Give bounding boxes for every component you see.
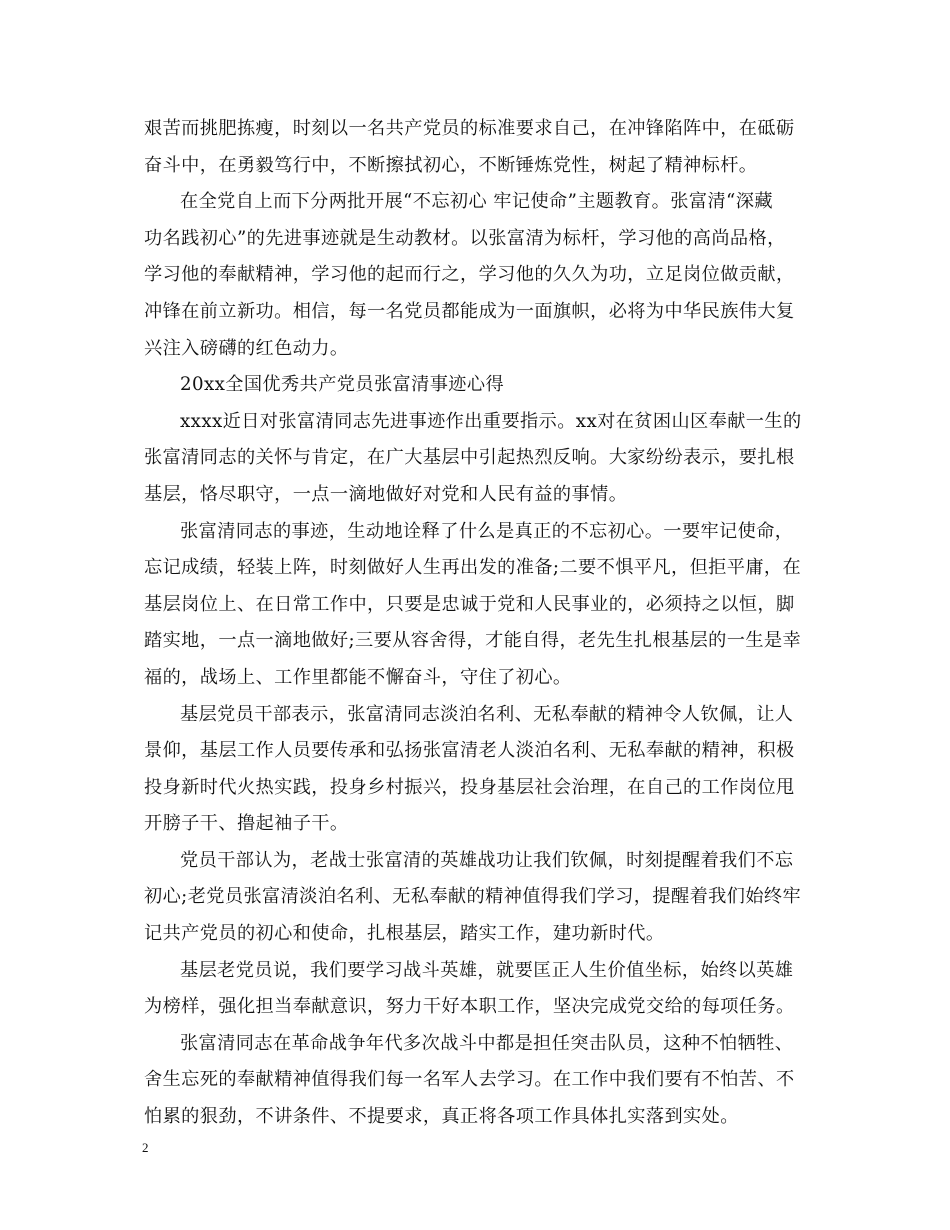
text-line: 投身新时代火热实践，投身乡村振兴，投身基层社会治理，在自己的工作岗位甩 bbox=[144, 776, 795, 798]
text-line: 20xx全国优秀共产党员张富清事迹心得 bbox=[180, 374, 505, 396]
text-line: 景仰，基层工作人员要传承和弘扬张富清老人淡泊名利、无私奉献的精神，积极 bbox=[144, 740, 795, 762]
text-line: 学习他的奉献精神，学习他的起而行之，学习他的久久为功，立足岗位做贡献， bbox=[144, 264, 795, 286]
document-body bbox=[144, 111, 812, 1136]
text-line: 基层，恪尽职守，一点一滴地做好对党和人民有益的事情。 bbox=[144, 483, 628, 505]
text-line: 冲锋在前立新功。相信，每一名党员都能成为一面旗帜，必将为中华民族伟大复 bbox=[144, 300, 795, 322]
text-line: 舍生忘死的奉献精神值得我们每一名军人去学习。在工作中我们要有不怕苦、不 bbox=[144, 1069, 795, 1091]
text-line: 基层党员干部表示，张富清同志淡泊名利、无私奉献的精神令人钦佩，让人 bbox=[180, 703, 794, 725]
text-line: 为榜样，强化担当奉献意识，努力干好本职工作，坚决完成党交给的每项任务。 bbox=[144, 996, 795, 1018]
text-line: 在全党自上而下分两批开展“不忘初心 牢记使命”主题教育。张富清“深藏 bbox=[180, 191, 773, 213]
text-line: 党员干部认为，老战士张富清的英雄战功让我们钦佩，时刻提醒着我们不忘 bbox=[180, 849, 794, 871]
text-line: 兴注入磅礴的红色动力。 bbox=[144, 337, 349, 359]
text-line: xxxx近日对张富清同志先进事迹作出重要指示。xx对在贫困山区奉献一生的 bbox=[180, 410, 802, 432]
text-line: 基层岗位上、在日常工作中，只要是忠诚于党和人民事业的，必须持之以恒，脚 bbox=[144, 593, 795, 615]
text-line: 奋斗中，在勇毅笃行中，不断擦拭初心，不断锤炼党性，树起了精神标杆。 bbox=[144, 154, 758, 176]
text-line: 开膀子干、撸起袖子干。 bbox=[144, 813, 349, 835]
text-line: 踏实地，一点一滴地做好;三要从容舍得，才能自得，老先生扎根基层的一生是幸 bbox=[144, 630, 802, 652]
text-line: 张富清同志在革命战争年代多次战斗中都是担任突击队员，这种不怕牺牲、 bbox=[180, 1032, 794, 1054]
text-line: 基层老党员说，我们要学习战斗英雄，就要匡正人生价值坐标，始终以英雄 bbox=[180, 959, 794, 981]
text-line: 忘记成绩，轻装上阵，时刻做好人生再出发的准备;二要不惧平凡，但拒平庸，在 bbox=[144, 557, 802, 579]
text-line: 张富清同志的事迹，生动地诠释了什么是真正的不忘初心。一要牢记使命， bbox=[180, 520, 794, 542]
text-line: 功名践初心”的先进事迹就是生动教材。以张富清为标杆，学习他的高尚品格， bbox=[144, 227, 786, 249]
text-line: 艰苦而挑肥拣瘦，时刻以一名共产党员的标准要求自己，在冲锋陷阵中，在砥砺 bbox=[144, 118, 795, 139]
text-line: 初心;老党员张富清淡泊名利、无私奉献的精神值得我们学习，提醒着我们始终牢 bbox=[144, 886, 802, 908]
text-line: 张富清同志的关怀与肯定，在广大基层中引起热烈反响。大家纷纷表示，要扎根 bbox=[144, 447, 795, 469]
page-number: 2 bbox=[142, 1140, 149, 1155]
text-line: 怕累的狠劲，不讲条件、不提要求，真正将各项工作具体扎实落到实处。 bbox=[144, 1106, 739, 1128]
text-line: 记共产党员的初心和使命，扎根基层，踏实工作，建功新时代。 bbox=[144, 923, 665, 945]
text-line: 福的，战场上、工作里都能不懈奋斗，守住了初心。 bbox=[144, 666, 572, 688]
